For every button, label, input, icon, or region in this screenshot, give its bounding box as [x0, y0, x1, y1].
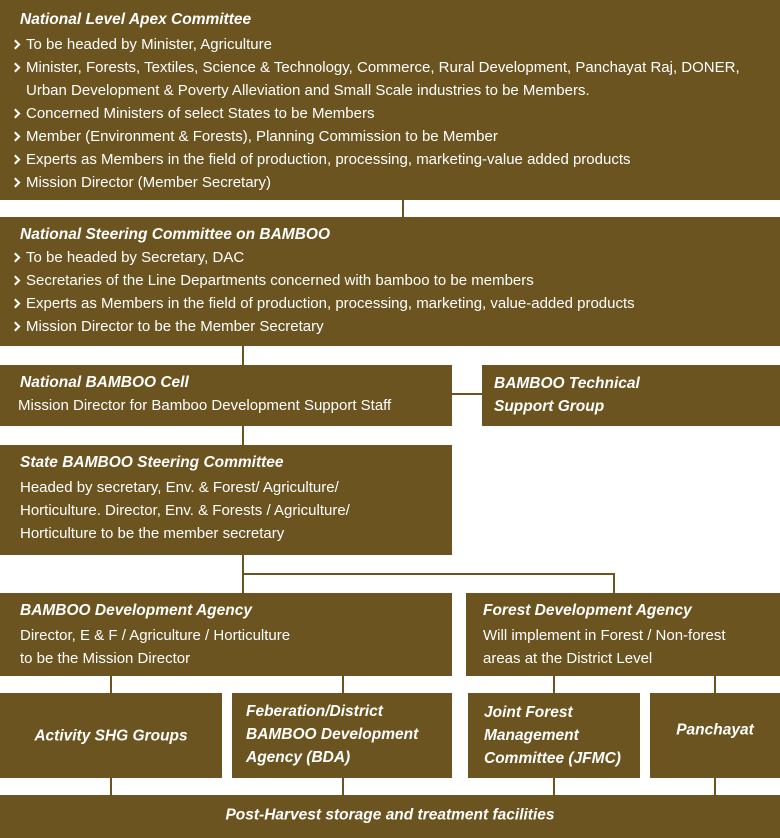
federation-bda-title-line3: Agency (BDA): [246, 749, 351, 766]
state-steering-text: Headed by secretary, Env. & Forest/ Agriculture/: [20, 479, 339, 496]
connector-panchayat-postharvest: [714, 778, 716, 795]
post-harvest-box: [0, 795, 780, 838]
activity-shg-title: Activity SHG Groups: [34, 727, 188, 744]
connector-state-fda-vertical: [613, 573, 615, 593]
apex-committee-title: National Level Apex Committee: [20, 11, 252, 28]
jfmc-box: [468, 693, 640, 778]
bamboo-cell-box: [0, 365, 452, 426]
apex-item: Experts as Members in the field of production, processing, marketing-value added products: [10, 148, 772, 171]
jfmc-title-line3: Committee (JFMC): [484, 750, 621, 767]
bamboo-development-agency-text: Director, E & F / Agriculture / Horticulture: [20, 627, 291, 644]
jfmc-title-line2: Management: [484, 727, 579, 744]
federation-bda-box: [232, 693, 452, 778]
connector-shg-postharvest: [110, 778, 112, 795]
bamboo-development-agency-text: to be the Mission Director: [20, 650, 191, 667]
bamboo-cell-title: National BAMBOO Cell: [20, 374, 189, 391]
connector-apex-steering: [402, 200, 404, 217]
state-steering-text: Horticulture. Director, Env. & Forests / Agriculture/: [20, 502, 350, 519]
steering-item: To be headed by Secretary, DAC: [10, 246, 772, 269]
steering-item: Experts as Members in the field of production, processing, marketing, value-added products: [10, 292, 772, 315]
forest-development-agency-box: [466, 593, 780, 676]
connector-fda-panchayat: [714, 676, 716, 693]
connector-federation-postharvest: [342, 778, 344, 795]
bamboo-cell-text: Mission Director for Bamboo Development Support Staff: [18, 397, 392, 414]
connector-cell-state: [242, 426, 244, 445]
post-harvest-title: Post-Harvest storage and treatment facilities: [225, 806, 555, 823]
federation-bda-title-line1: Feberation/District: [246, 703, 383, 720]
apex-item: Member (Environment & Forests), Planning Commission to be Member: [10, 125, 772, 148]
technical-support-box: [482, 365, 780, 426]
technical-support-title-line1: BAMBOO Technical: [494, 375, 640, 392]
steering-item: Secretaries of the Line Departments concerned with bamboo to be members: [10, 269, 772, 292]
connector-jfmc-postharvest: [553, 778, 555, 795]
connector-state-fda-horizontal: [242, 573, 615, 575]
jfmc-title-line1: Joint Forest: [484, 704, 573, 721]
state-steering-box: [0, 445, 452, 555]
apex-item: Mission Director (Member Secretary): [10, 171, 772, 194]
apex-item: Concerned Ministers of select States to be Members: [10, 102, 772, 125]
apex-item: To be headed by Minister, Agriculture: [10, 33, 772, 56]
state-steering-text: Horticulture to be the member secretary: [20, 525, 285, 542]
steering-committee-box: [0, 217, 780, 346]
panchayat-box: [650, 693, 780, 778]
forest-development-agency-text: Will implement in Forest / Non-forest: [483, 627, 726, 644]
technical-support-title-line2: Support Group: [494, 398, 605, 415]
bamboo-development-agency-box: [0, 593, 452, 676]
forest-development-agency-title: Forest Development Agency: [483, 602, 692, 619]
steering-item: Mission Director to be the Member Secretary: [10, 315, 772, 338]
apex-item: Minister, Forests, Textiles, Science & Technology, Commerce, Rural Development, Panchayat Raj, DONER, Urban Development & Poverty Alleviation and Small Scale industries to be Members.: [10, 56, 772, 102]
apex-committee-box: [0, 0, 780, 200]
connector-fda-jfmc: [553, 676, 555, 693]
federation-bda-title-line2: BAMBOO Development: [246, 726, 419, 743]
activity-shg-box: [0, 693, 222, 778]
connector-cell-technical: [452, 393, 482, 395]
panchayat-title: Panchayat: [676, 721, 754, 738]
connector-bda-federation: [342, 676, 344, 693]
connector-steering-cell: [242, 346, 244, 365]
forest-development-agency-text: areas at the District Level: [483, 650, 653, 667]
steering-committee-title: National Steering Committee on BAMBOO: [20, 226, 331, 243]
connector-bda-shg: [110, 676, 112, 693]
state-steering-title: State BAMBOO Steering Committee: [20, 454, 284, 471]
bamboo-development-agency-title: BAMBOO Development Agency: [20, 602, 252, 619]
